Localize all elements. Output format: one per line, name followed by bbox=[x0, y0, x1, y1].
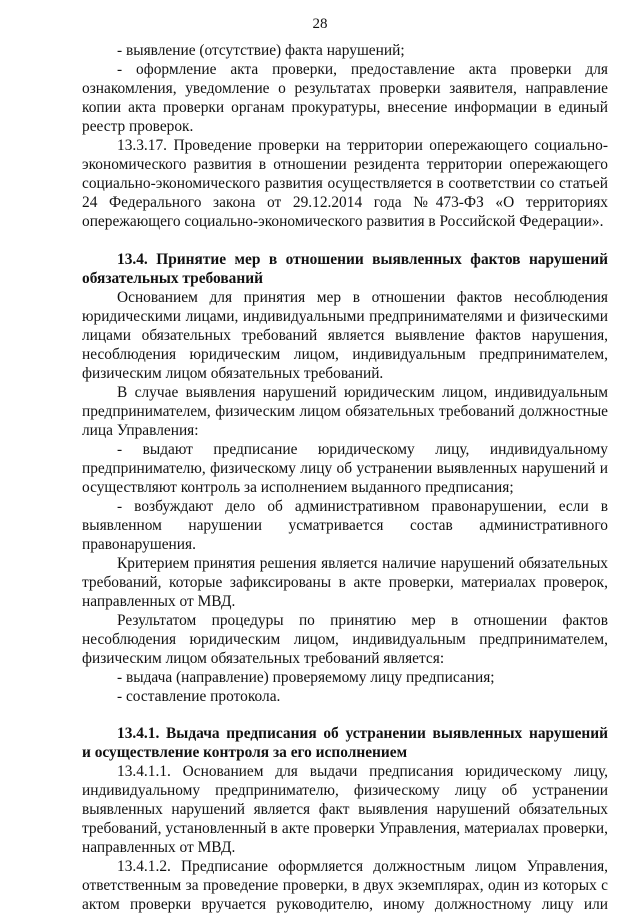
text-line: 24 Федерального закона от 29.12.2014 года №473-ФЗ «О территориях bbox=[82, 194, 608, 211]
text-line: направленных от МВД. bbox=[82, 839, 236, 856]
text-line: - возбуждают дело об административном правонарушении, если в bbox=[117, 498, 608, 515]
text-line: опережающего социально-экономического развития в Российской Федерации». bbox=[82, 213, 604, 230]
subsection-heading: 13.4.1. Выдача предписания об устранении выявленных нарушений bbox=[117, 725, 608, 742]
text-line: 13.3.17. Проведение проверки на территории опережающего социально- bbox=[117, 137, 608, 154]
text-line: - выявление (отсутствие) факта нарушений; bbox=[117, 42, 405, 59]
text-line: экономического развития в отношении резидента территории опережающего bbox=[82, 156, 608, 173]
text-line: правонарушения. bbox=[82, 536, 196, 553]
text-line: лицами обязательных требований является выявление фактов нарушения, bbox=[82, 327, 608, 344]
text-line: - выдача (направление) проверяемому лицу предписания; bbox=[117, 669, 495, 686]
page-number: 28 bbox=[312, 16, 328, 32]
text-line: выявленных нарушений является факт выявления нарушений обязательных bbox=[82, 801, 608, 818]
section-heading: обязательных требований bbox=[82, 270, 263, 287]
text-line: - оформление акта проверки, предоставление акта проверки для bbox=[117, 61, 608, 78]
text-line: физическим лицом обязательных требований. bbox=[82, 365, 384, 382]
text-line: индивидуальному предпринимателю, физическому лицу об устранении bbox=[82, 782, 608, 799]
text-line: лица Управления: bbox=[82, 422, 199, 439]
text-line: 13.4.1.2. Предписание оформляется должностным лицом Управления, bbox=[117, 858, 608, 875]
section-heading: 13.4. Принятие мер в отношении выявленных фактов нарушений bbox=[117, 251, 608, 268]
text-line: В случае выявления нарушений юридическим лицом, индивидуальным bbox=[117, 384, 608, 401]
text-line: Основанием для принятия мер в отношении фактов несоблюдения bbox=[117, 289, 608, 306]
text-line: актом проверки вручается руководителю, иному должностному лицу или bbox=[82, 896, 608, 913]
text-line: осуществляют контроль за исполнением выданного предписания; bbox=[82, 479, 514, 496]
text-line: реестр проверок. bbox=[82, 118, 194, 135]
text-line: ознакомления, уведомление о результатах проверки заявителя, направление bbox=[82, 80, 608, 97]
text-line: 13.4.1.1. Основанием для выдачи предписания юридическому лицу, bbox=[117, 763, 608, 780]
text-line: социально-экономического развития осуществляется в соответствии со статьей bbox=[82, 175, 608, 192]
text-line: ответственным за проведение проверки, в двух экземплярах, один из которых с bbox=[82, 877, 608, 894]
subsection-heading: и осуществление контроля за его исполнением bbox=[82, 744, 408, 761]
text-line: физическим лицом обязательных требований является: bbox=[82, 650, 445, 667]
text-line: направленных от МВД. bbox=[82, 593, 236, 610]
text-line: несоблюдения юридическим лицом, индивидуальным предпринимателем, bbox=[82, 631, 608, 648]
text-line: несоблюдения юридическим лицом, индивидуальным предпринимателем, bbox=[82, 346, 608, 363]
text-line: требований, которые зафиксированы в акте проверки, материалах проверок, bbox=[82, 574, 608, 591]
text-line: - составление протокола. bbox=[117, 688, 281, 705]
text-line: копии акта проверки органам прокуратуры, внесение информации в единый bbox=[82, 99, 608, 116]
text-line: выявленном нарушении усматривается состав административного bbox=[82, 517, 608, 534]
text-line: - выдают предписание юридическому лицу, индивидуальному bbox=[117, 441, 608, 458]
text-line: Критерием принятия решения является наличие нарушений обязательных bbox=[117, 555, 608, 572]
text-line: Результатом процедуры по принятию мер в отношении фактов bbox=[117, 612, 608, 629]
text-line: предпринимателю, физическому лицу об устранении выявленных нарушений и bbox=[82, 460, 608, 477]
text-line: предпринимателем, физическим лицом обязательных требований должностные bbox=[82, 403, 608, 420]
text-line: требований, установленный в акте проверки Управления, материалах проверки, bbox=[82, 820, 608, 837]
text-line: юридическими лицами, индивидуальными предпринимателями и физическими bbox=[82, 308, 608, 325]
